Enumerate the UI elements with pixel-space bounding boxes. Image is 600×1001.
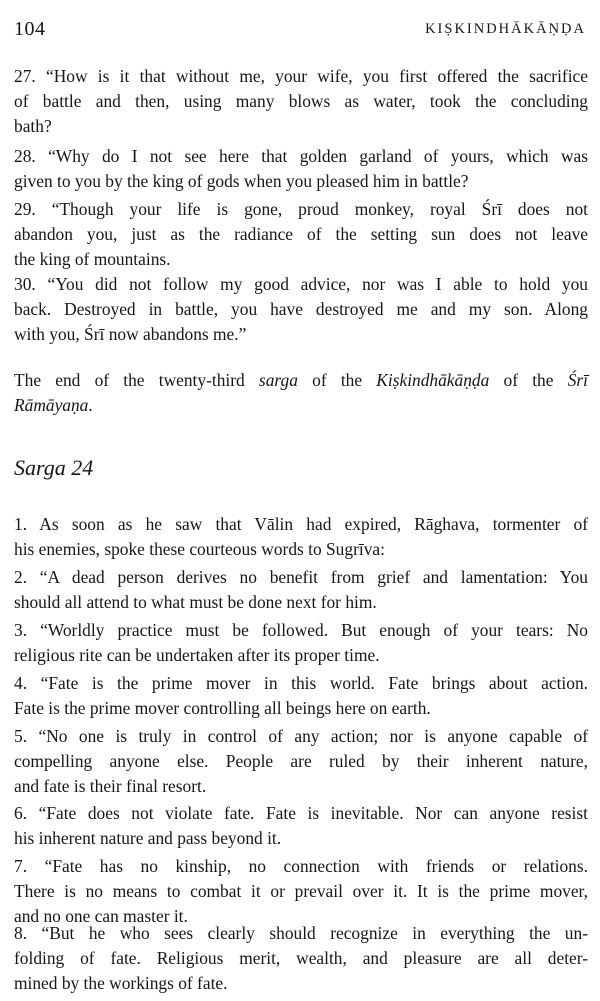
section-heading: Sarga 24 bbox=[14, 455, 94, 480]
text-line: given to you by the king of gods when you pleased him in battle? bbox=[14, 171, 469, 191]
text-line: abandon you, just as the radiance of the setting sun does not leave bbox=[14, 224, 588, 244]
text-line: and fate is their final resort. bbox=[14, 776, 207, 796]
verse-28 bbox=[14, 144, 588, 194]
verse-4 bbox=[14, 671, 588, 721]
verse-7 bbox=[14, 854, 588, 929]
text-line: folding of fate. Religious merit, wealth, and pleasure are all deter- bbox=[14, 948, 588, 968]
text-line: bath? bbox=[14, 116, 52, 136]
text-line: religious rite can be undertaken after its proper time. bbox=[14, 645, 380, 665]
verse-3 bbox=[14, 618, 588, 668]
text-line: his enemies, spoke these courteous words to Sugrīva: bbox=[14, 539, 385, 559]
text-line: 29. “Though your life is gone, proud monkey, royal Śrī does not bbox=[14, 199, 588, 219]
text-line: 7. “Fate has no kinship, no connection with friends or relations. bbox=[14, 856, 588, 876]
text-line: There is no means to combat it or prevail over it. It is the prime mover, bbox=[14, 881, 588, 901]
text-line: with you, Śrī now abandons me.” bbox=[14, 324, 247, 344]
text-line: 6. “Fate does not violate fate. Fate is inevitable. Nor can anyone resist bbox=[14, 803, 588, 823]
verse-29 bbox=[14, 197, 588, 272]
verse-8 bbox=[14, 921, 588, 996]
verse-5 bbox=[14, 724, 588, 799]
text-line: the king of mountains. bbox=[14, 249, 171, 269]
colophon bbox=[14, 368, 588, 418]
running-head: KIṢKINDHĀKĀṆḌA bbox=[425, 21, 586, 37]
page-number: 104 bbox=[14, 18, 46, 40]
text-line: 8. “But he who sees clearly should recognize in everything the un- bbox=[14, 923, 588, 943]
text-line: should all attend to what must be done next for him. bbox=[14, 592, 377, 612]
text-line: his inherent nature and pass beyond it. bbox=[14, 828, 282, 848]
text-line: 30. “You did not follow my good advice, nor was I able to hold you bbox=[14, 274, 588, 294]
text-line: 4. “Fate is the prime mover in this world. Fate brings about action. bbox=[14, 673, 588, 693]
verse-2 bbox=[14, 565, 588, 615]
text-line: of battle and then, using many blows as water, took the concluding bbox=[14, 91, 588, 111]
page-header bbox=[0, 18, 600, 48]
text-line: and no one can master it. bbox=[14, 906, 188, 926]
text-line: 2. “A dead person derives no benefit from grief and lamentation: You bbox=[14, 567, 588, 587]
text-line: 5. “No one is truly in control of any action; nor is anyone capable of bbox=[14, 726, 588, 746]
verse-1 bbox=[14, 512, 588, 562]
colophon-line: The end of the twenty-third sarga of the Kiṣkindhākāṇḍa of the Śrī bbox=[14, 370, 588, 390]
text-line: 28. “Why do I not see here that golden garland of yours, which was bbox=[14, 146, 588, 166]
verse-27 bbox=[14, 64, 588, 139]
text-line: 3. “Worldly practice must be followed. But enough of your tears: No bbox=[14, 620, 588, 640]
verse-30 bbox=[14, 272, 588, 347]
colophon-line: Rāmāyaṇa. bbox=[14, 395, 93, 415]
text-line: Fate is the prime mover controlling all beings here on earth. bbox=[14, 698, 431, 718]
text-line: mined by the workings of fate. bbox=[14, 973, 228, 993]
text-line: 27. “How is it that without me, your wife, you first offered the sacrifice bbox=[14, 66, 588, 86]
text-line: 1. As soon as he saw that Vālin had expired, Rāghava, tormenter of bbox=[14, 514, 588, 534]
text-line: back. Destroyed in battle, you have destroyed me and my son. Along bbox=[14, 299, 588, 319]
text-line: compelling anyone else. People are ruled by their inherent nature, bbox=[14, 751, 588, 771]
verse-6 bbox=[14, 801, 588, 851]
